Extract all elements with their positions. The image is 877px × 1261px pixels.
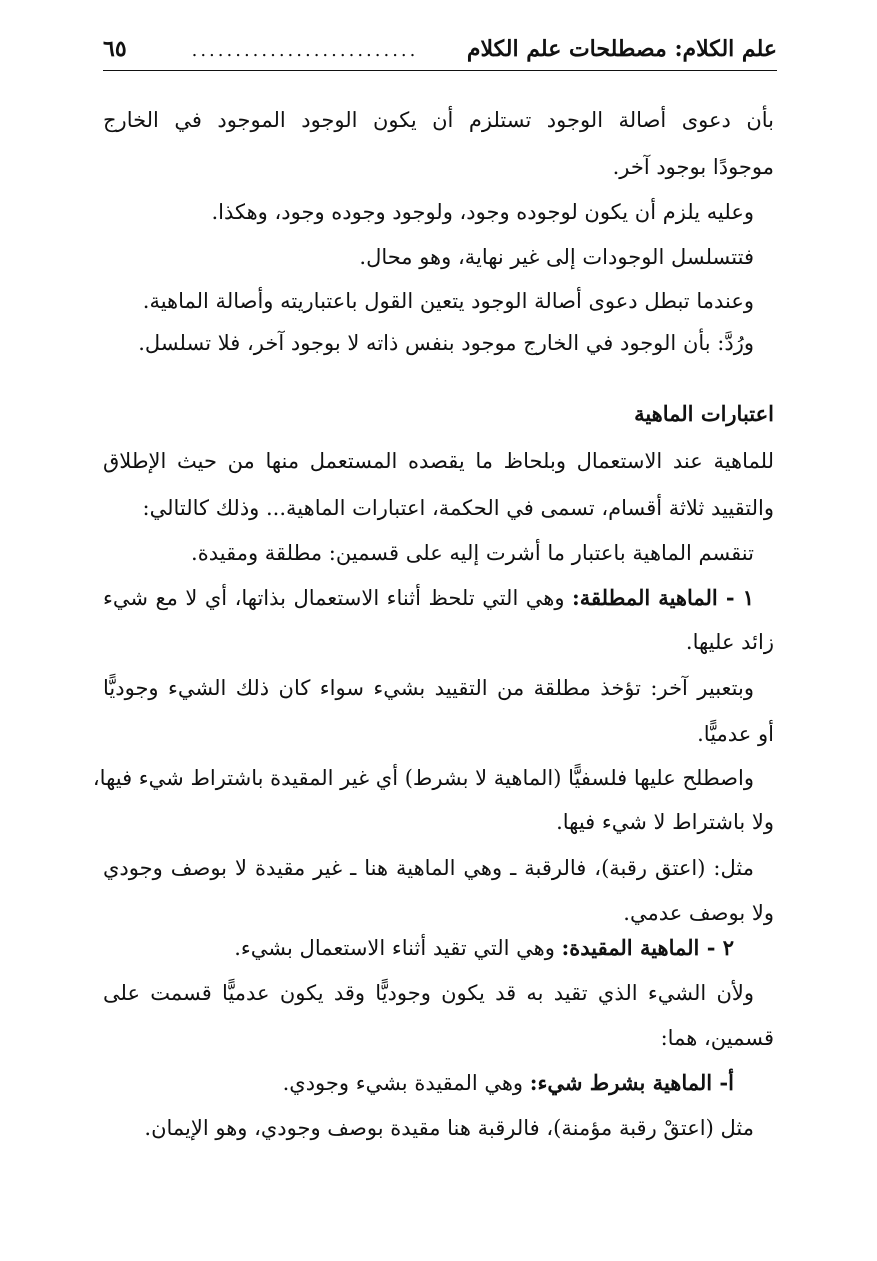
paragraph-line: والتقييد ثلاثة أقسام، تسمى في الحكمة، اعتبارات الماهية... وذلك كالتالي: bbox=[142, 496, 774, 520]
definition-line bbox=[103, 932, 734, 964]
running-header-leader-dots: .......................... bbox=[191, 40, 419, 61]
section-heading: اعتبارات الماهية bbox=[634, 401, 774, 426]
paragraph-line: ورُدَّ: بأن الوجود في الخارج موجود بنفس ذاته لا بوجود آخر، فلا تسلسل. bbox=[138, 331, 754, 355]
definition-text: وهي التي تلحظ أثناء الاستعمال بذاتها، أي لا مع شيء bbox=[103, 586, 572, 610]
paragraph-line: زائد عليها. bbox=[685, 630, 774, 654]
paragraph-line: مثل: (اعتق رقبة)، فالرقبة ـ وهي الماهية هنا ـ غير مقيدة لا بوصف وجودي bbox=[103, 856, 754, 880]
definition-text: وهي المقيدة بشيء وجودي. bbox=[282, 1071, 530, 1095]
definition-line bbox=[103, 582, 754, 614]
paragraph-line: بأن دعوى أصالة الوجود تستلزم أن يكون الوجود الموجود في الخارج bbox=[103, 108, 774, 132]
definition-text: وهي التي تقيد أثناء الاستعمال بشيء. bbox=[234, 936, 562, 960]
paragraph-line: واصطلح عليها فلسفيًّا (الماهية لا بشرط) أي غير المقيدة باشتراط شيء فيها، bbox=[92, 766, 754, 790]
paragraph-line: أو عدميًّا. bbox=[697, 722, 774, 746]
paragraph-line: تنقسم الماهية باعتبار ما أشرت إليه على قسمين: مطلقة ومقيدة. bbox=[191, 541, 754, 565]
paragraph-line: ولأن الشيء الذي تقيد به قد يكون وجوديًّا وقد يكون عدميًّا قسمت على bbox=[103, 981, 754, 1005]
paragraph-line: قسمين، هما: bbox=[660, 1026, 774, 1050]
term-restricted-quiddity: ٢ - الماهية المقيدة: bbox=[561, 935, 734, 960]
paragraph-line: ولا بوصف عدمي. bbox=[623, 901, 774, 925]
paragraph-line: وعندما تبطل دعوى أصالة الوجود يتعين القول باعتباريته وأصالة الماهية. bbox=[142, 289, 754, 313]
term-conditioned-quiddity: أ- الماهية بشرط شيء: bbox=[529, 1070, 734, 1095]
paragraph-line: موجودًا بوجود آخر. bbox=[612, 155, 774, 179]
term-absolute-quiddity: ١ - الماهية المطلقة: bbox=[572, 585, 755, 610]
paragraph-line: للماهية عند الاستعمال وبلحاظ ما يقصده المستعمل منها من حيث الإطلاق bbox=[103, 449, 774, 473]
running-header bbox=[103, 30, 777, 71]
paragraph-line: وبتعبير آخر: تؤخذ مطلقة من التقييد بشيء سواء كان ذلك الشيء وجوديًّا bbox=[103, 676, 754, 700]
page-number: ٦٥ bbox=[103, 36, 127, 62]
definition-line bbox=[103, 1067, 734, 1099]
running-header-title: علم الكلام: مصطلحات علم الكلام bbox=[466, 36, 777, 62]
paragraph-line: مثل (اعتقْ رقبة مؤمنة)، فالرقبة هنا مقيدة بوصف وجودي، وهو الإيمان. bbox=[144, 1116, 754, 1140]
paragraph-line: وعليه يلزم أن يكون لوجوده وجود، ولوجود وجوده وجود، وهكذا. bbox=[211, 200, 754, 224]
paragraph-line: فتتسلسل الوجودات إلى غير نهاية، وهو محال. bbox=[359, 245, 754, 269]
paragraph-line: ولا باشتراط لا شيء فيها. bbox=[556, 810, 774, 834]
